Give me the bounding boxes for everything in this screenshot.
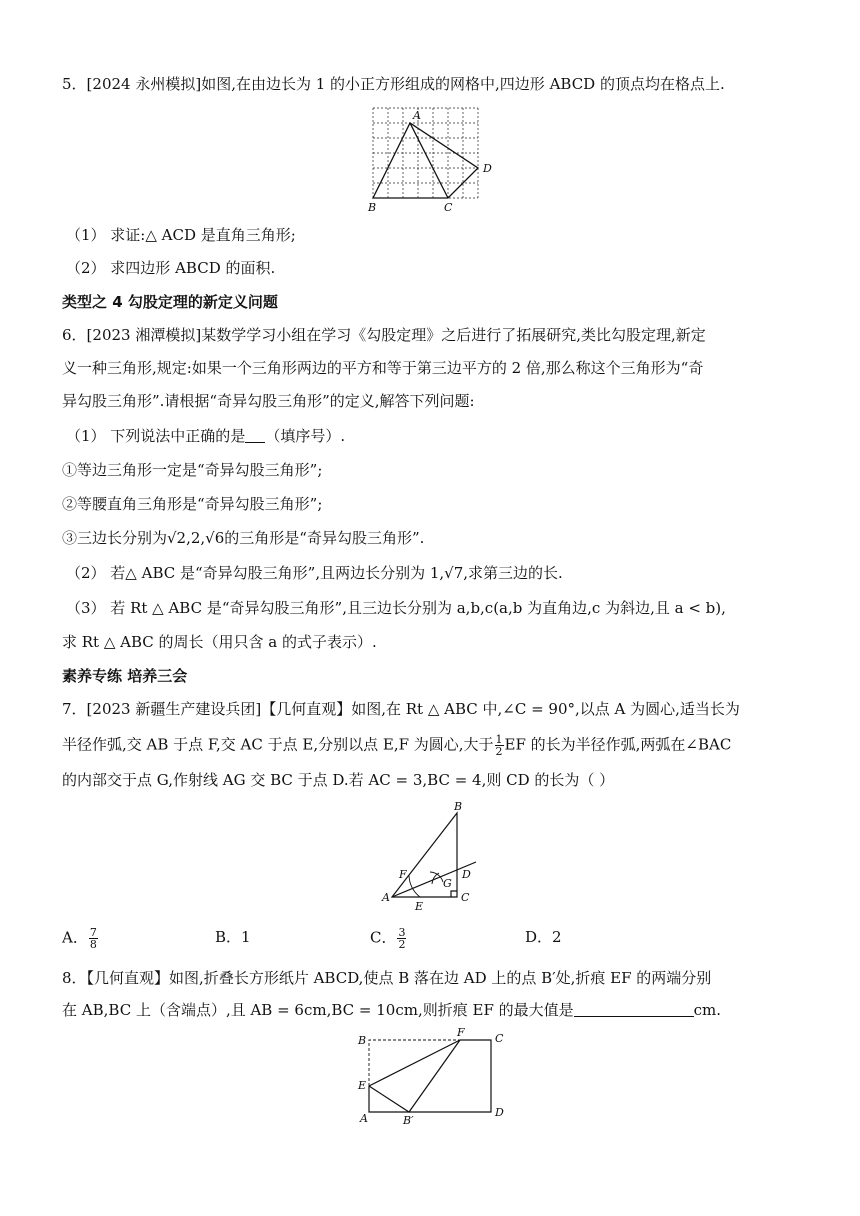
q7-line1: 7．[2023 新疆生产建设兵团]【几何直观】如图,在 Rt △ ABC 中,∠C = 90°,以点 A 为圆心,适当长为 — [62, 700, 740, 718]
q6-item2: ②等腰直角三角形是“奇异勾股三角形”; — [62, 495, 323, 513]
q8-label-b: B — [358, 1034, 367, 1047]
q6-sub1-text: （1） 下列说法中正确的是 — [66, 427, 246, 445]
q7-option-c[interactable]: C． $\frac{3}{2}$ — [370, 926, 406, 951]
q6-item3: ③三边长分别为√2,2,√6的三角形是“奇异勾股三角形”. — [62, 529, 425, 547]
q8-line2-text: 在 AB,BC 上（含端点）,且 AB = 6cm,BC = 10cm,则折痕 EF 的最大值是 — [62, 1001, 574, 1019]
q8-line2-tail: cm. — [693, 1001, 722, 1019]
q5-label-a: A — [413, 109, 421, 122]
q7-option-d[interactable]: D．2 — [525, 928, 562, 946]
q7-option-b[interactable]: B．1 — [215, 928, 251, 946]
q7-line2 — [62, 734, 731, 757]
q7-label-c: C — [461, 891, 470, 904]
q7-label-a: A — [382, 891, 390, 904]
q6-sub1-tail: （填序号）. — [265, 427, 346, 445]
q8-rectangle-figure — [355, 1028, 515, 1128]
q8-label-e: E — [358, 1079, 367, 1092]
q7-line2-tail: EF 的长为半径作弧,两弧在∠BAC — [504, 735, 732, 754]
q7-label-g: G — [443, 877, 452, 890]
q8-label-b-prime: B′ — [403, 1114, 414, 1127]
q8-label-c: C — [495, 1032, 504, 1045]
q6-sub1 — [66, 426, 345, 446]
section-heading-type4: 类型之 4 勾股定理的新定义问题 — [62, 293, 278, 311]
q8-line2 — [62, 1000, 721, 1020]
q7-option-a[interactable]: A． $\frac{7}{8}$ — [62, 926, 97, 951]
q6-item1: ①等边三角形一定是“奇异勾股三角形”; — [62, 461, 323, 479]
q5-label-c: C — [444, 201, 453, 214]
q6-line3: 异勾股三角形”.请根据“奇异勾股三角形”的定义,解答下列问题: — [62, 392, 475, 410]
q5-label-d: D — [483, 162, 492, 175]
q7-line2-text: 半径作弧,交 AB 于点 F,交 AC 于点 E,分别以点 E,F 为圆心,大于 — [62, 735, 494, 754]
q8-label-f: F — [457, 1028, 465, 1039]
q5-sub1: （1） 求证:△ ACD 是直角三角形; — [66, 226, 296, 244]
q7-label-d: D — [462, 868, 471, 881]
q7-half-fraction: $\frac{1}{2}$ — [495, 733, 503, 758]
q7-label-b: B — [454, 800, 463, 813]
q7-line3: 的内部交于点 G,作射线 AG 交 BC 于点 D.若 AC = 3,BC = 4,则 CD 的长为（ ） — [62, 771, 615, 789]
q5-label-b: B — [368, 201, 377, 214]
q8-label-d: D — [495, 1106, 504, 1119]
q7-triangle-figure — [380, 800, 490, 915]
q6-line2: 义一种三角形,规定:如果一个三角形两边的平方和等于第三边平方的 2 倍,那么称这个三角形为“奇 — [62, 359, 704, 377]
q5-grid-figure — [360, 104, 505, 216]
q6-answer-blank[interactable] — [245, 426, 265, 443]
q6-line1: 6．[2023 湘潭模拟]某数学学习小组在学习《勾股定理》之后进行了拓展研究,类比勾股定理,新定 — [62, 326, 706, 344]
section-heading-training: 素养专练 培养三会 — [62, 667, 188, 685]
q8-answer-blank[interactable] — [574, 1000, 694, 1017]
q6-sub3-line1: （3） 若 Rt △ ABC 是“奇异勾股三角形”,且三边长分别为 a,b,c(a,b 为直角边,c 为斜边,且 a < b), — [66, 599, 726, 617]
q8-line1: 8．【几何直观】如图,折叠长方形纸片 ABCD,使点 B 落在边 AD 上的点 B′处,折痕 EF 的两端分别 — [62, 969, 712, 987]
q7-label-e: E — [415, 900, 424, 913]
q7-label-f: F — [399, 868, 407, 881]
q8-label-a: A — [360, 1112, 368, 1125]
q5-stem: 5．[2024 永州模拟]如图,在由边长为 1 的小正方形组成的网格中,四边形 ABCD 的顶点均在格点上. — [62, 75, 725, 93]
q6-sub3-line2: 求 Rt △ ABC 的周长（用只含 a 的式子表示）. — [62, 633, 377, 651]
q6-sub2: （2） 若△ ABC 是“奇异勾股三角形”,且两边长分别为 1,√7,求第三边的长. — [66, 564, 563, 582]
q5-sub2: （2） 求四边形 ABCD 的面积. — [66, 259, 276, 277]
